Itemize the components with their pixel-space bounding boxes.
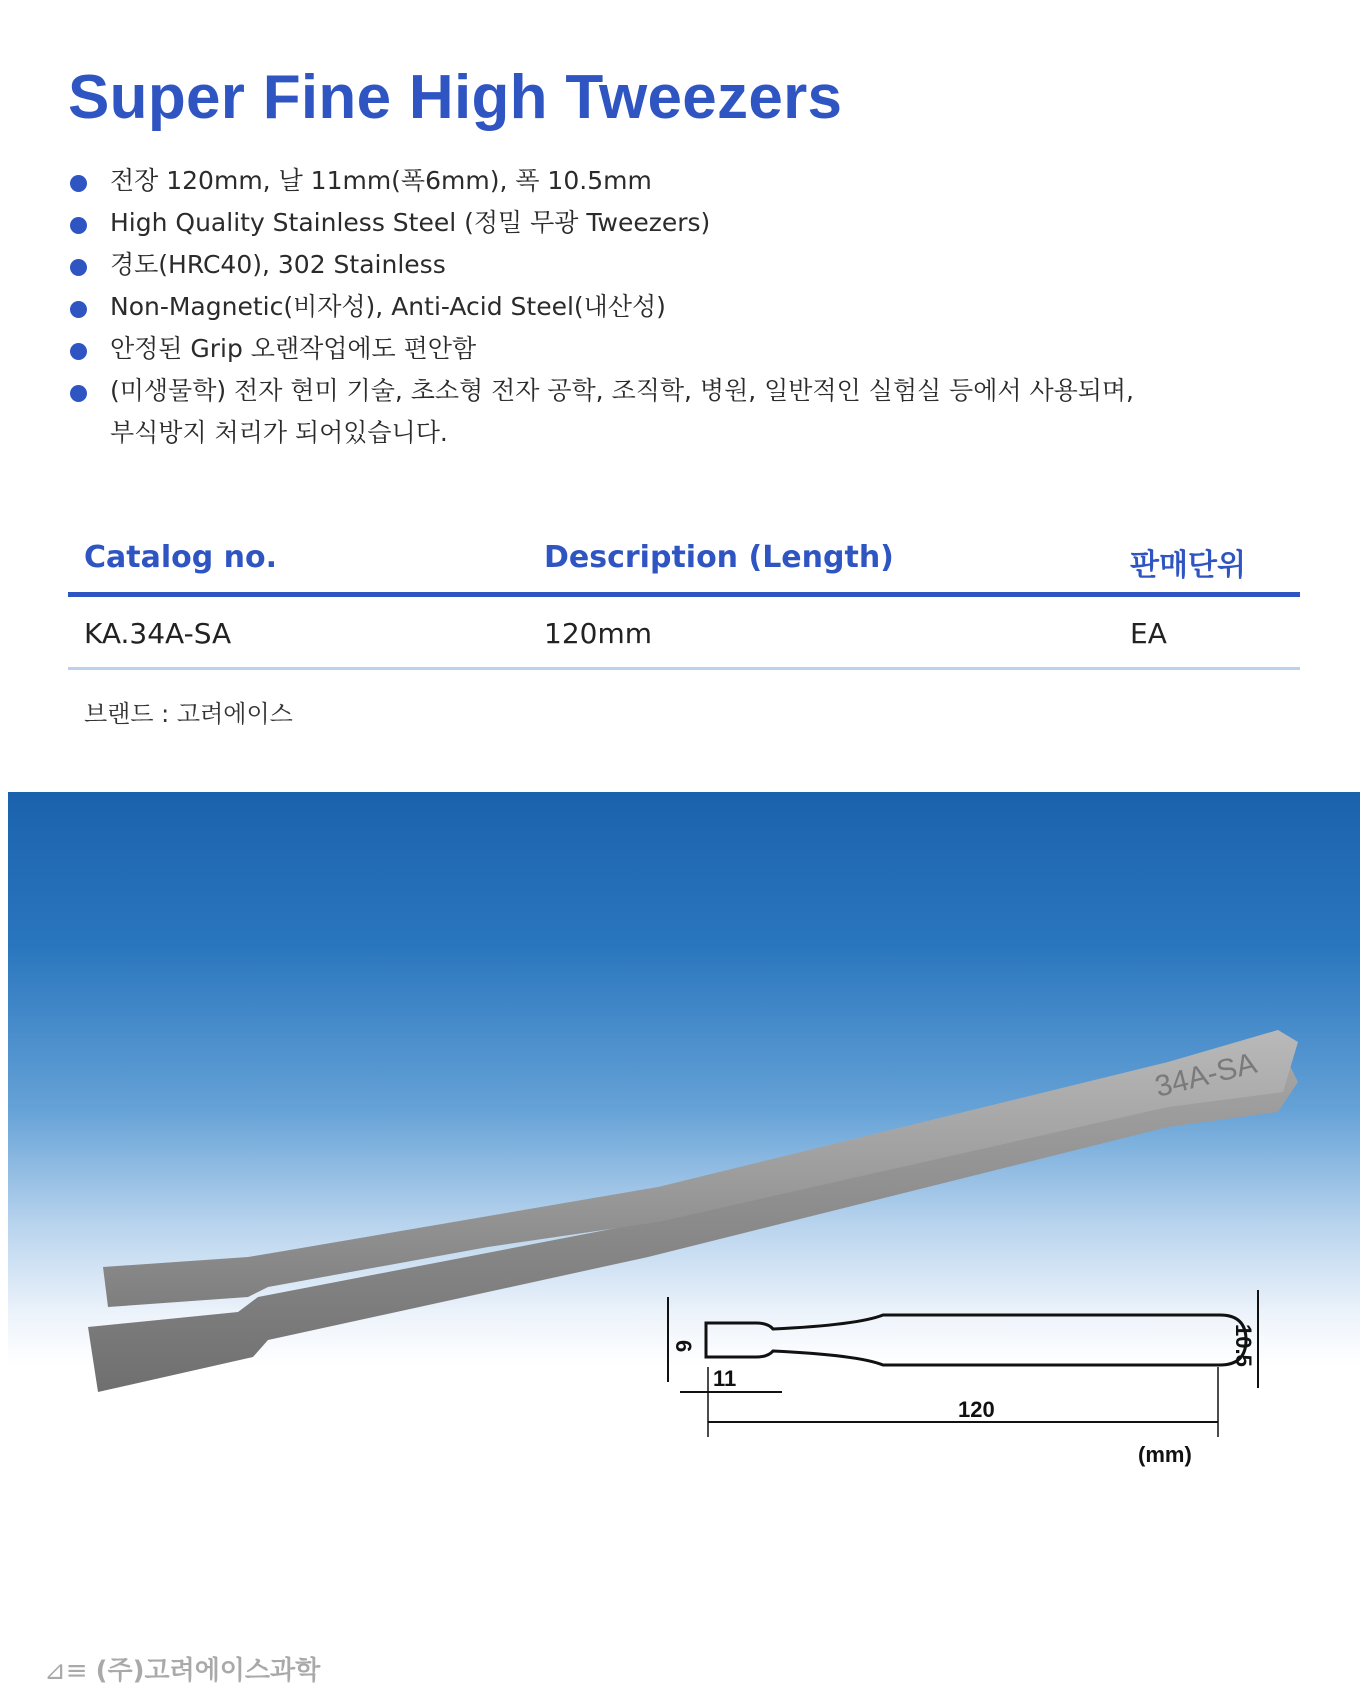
ace-logo-icon: ⊿≡ [44,1656,88,1686]
header-catalog-no: Catalog no. [84,540,278,575]
feature-item [68,202,1218,244]
feature-item [68,244,1218,286]
engraving-text: 34A-SA [1151,1046,1261,1104]
feature-text: 경도(HRC40), 302 Stainless [110,250,446,279]
table-header [68,522,1300,597]
dim-body-width: 10.5 [1231,1324,1256,1367]
cell-sales-unit: EA [1130,617,1167,650]
company-name: (주)고려에이스과학 [95,1656,321,1686]
bullet-icon [70,301,87,318]
feature-text: 전장 120mm, 날 11mm(폭6mm), 폭 10.5mm [110,166,652,195]
feature-item [68,160,1218,202]
feature-text: Non-Magnetic(비자성), Anti-Acid Steel(내산성) [110,292,666,321]
feature-item [68,370,1218,412]
dim-unit: (mm) [1138,1442,1192,1467]
spec-table [68,522,1300,670]
bullet-icon [70,343,87,360]
feature-list [68,160,1218,454]
dim-total-length: 120 [958,1397,995,1422]
bullet-icon [70,217,87,234]
dim-tip-width: 6 [671,1340,696,1353]
bullet-icon [70,175,87,192]
feature-item [68,328,1218,370]
feature-text: 부식방지 처리가 되어있습니다. [110,418,448,447]
feature-text: High Quality Stainless Steel (정밀 무광 Tweezers) [110,208,711,237]
page-title: Super Fine High Tweezers [68,63,843,132]
bullet-icon [70,385,87,402]
table-row [68,597,1300,670]
tweezers-upper-arm [103,1030,1298,1307]
tweezers-illustration [8,792,1360,1492]
brand-line: 브랜드 : 고려에이스 [84,700,293,728]
header-description: Description (Length) [544,540,894,575]
bullet-icon [70,259,87,276]
dim-tip-length: 11 [713,1366,737,1391]
feature-text: (미생물학) 전자 현미 기술, 초소형 전자 공학, 조직학, 병원, 일반적인 실험실 등에서 사용되며, [110,376,1135,405]
feature-text: 안정된 Grip 오랜작업에도 편안함 [110,334,477,363]
feature-item-continued [68,412,1218,454]
header-sales-unit: 판매단위 [1130,548,1246,583]
company-logo [44,1650,320,1687]
cell-catalog-no: KA.34A-SA [84,617,232,650]
feature-item [68,286,1218,328]
product-photo [8,792,1360,1492]
cell-description: 120mm [544,617,652,650]
